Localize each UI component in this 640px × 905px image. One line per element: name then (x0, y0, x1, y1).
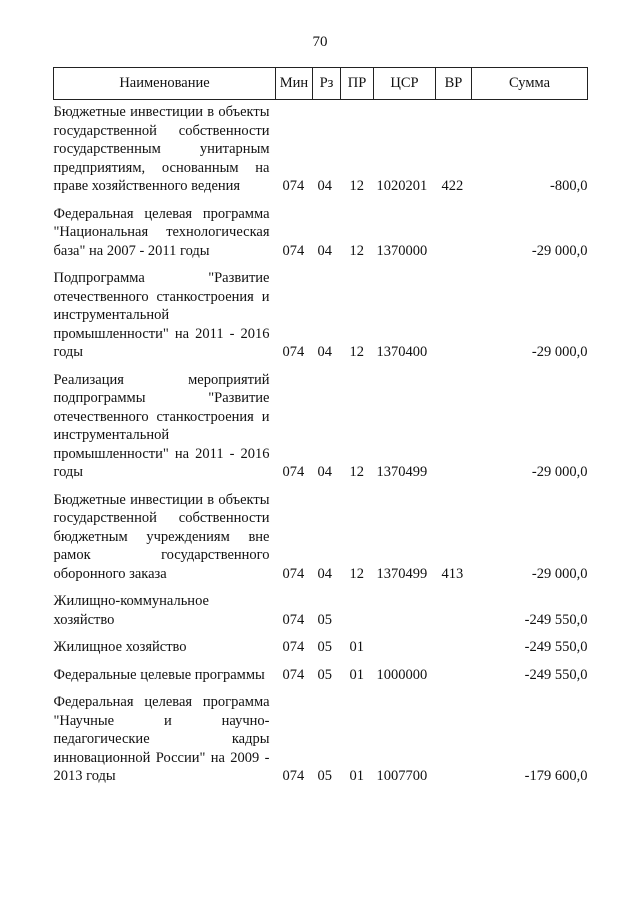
table-row (54, 666, 588, 694)
row-name: Федеральная целевая программа "Национальная технологическая база" на 2007 - 2011 годы (53, 205, 270, 259)
row-sum: -249 550,0 (524, 666, 588, 683)
row-vr: 413 (441, 565, 464, 582)
page-number: 70 (312, 34, 328, 50)
row-rz: 04 (317, 242, 332, 259)
header-sum: Сумма (472, 68, 588, 100)
row-csr: 1000000 (376, 666, 428, 683)
row-rz: 04 (317, 344, 332, 360)
table-row (54, 269, 588, 371)
row-rz: 04 (317, 565, 332, 582)
header-vr: ВР (436, 68, 472, 100)
row-name: Жилищно-коммунальное хозяйство (53, 593, 209, 628)
row-pr (341, 592, 374, 638)
row-pr: 12 (349, 464, 364, 480)
row-csr: 1370000 (376, 242, 428, 259)
row-vr (436, 638, 472, 666)
row-csr: 1370400 (376, 344, 428, 360)
row-rz: 05 (317, 639, 332, 655)
row-vr (436, 371, 472, 491)
header-pr: ПР (341, 68, 374, 100)
row-name: Жилищное хозяйство (53, 639, 187, 655)
row-min: 074 (282, 565, 305, 582)
row-pr: 01 (349, 768, 364, 784)
row-rz: 05 (317, 768, 332, 784)
row-name: Федеральные целевые программы (53, 666, 265, 683)
row-vr (436, 592, 472, 638)
row-pr: 01 (349, 639, 364, 655)
row-pr: 12 (349, 344, 364, 360)
header-rz: Рз (313, 68, 341, 100)
row-min: 074 (282, 464, 305, 480)
table-row (54, 100, 588, 205)
table-row (54, 205, 588, 270)
row-sum: -29 000,0 (531, 464, 588, 480)
row-min: 074 (282, 242, 305, 259)
row-sum: -29 000,0 (531, 344, 588, 360)
table-row (54, 491, 588, 593)
header-name: Наименование (54, 68, 276, 100)
row-rz: 05 (317, 666, 332, 683)
table-row (54, 638, 588, 666)
row-csr (374, 638, 436, 666)
row-csr: 1370499 (376, 464, 428, 480)
row-name: Реализация мероприятий подпрограммы "Развитие отечественного станкостроения и инструментальной промышленности" на 2011 - 2016 годы (53, 371, 270, 480)
row-sum: -800,0 (550, 178, 588, 194)
header-csr: ЦСР (374, 68, 436, 100)
row-vr: 422 (441, 178, 464, 194)
table-row (54, 693, 588, 795)
row-min: 074 (282, 611, 305, 628)
budget-table (53, 67, 588, 795)
row-min: 074 (282, 768, 305, 784)
row-min: 074 (282, 666, 305, 683)
row-rz: 05 (317, 611, 332, 628)
row-vr (436, 269, 472, 371)
header-min: Мин (276, 68, 313, 100)
row-min: 074 (282, 344, 305, 360)
row-sum: -179 600,0 (524, 768, 588, 784)
row-min: 074 (282, 178, 305, 194)
row-pr: 12 (349, 178, 364, 194)
row-vr (436, 693, 472, 795)
row-csr: 1020201 (376, 178, 428, 194)
row-sum: -249 550,0 (524, 639, 588, 655)
table-header-row (54, 68, 588, 100)
row-csr (374, 592, 436, 638)
row-sum: -29 000,0 (531, 565, 588, 582)
row-sum: -249 550,0 (524, 611, 588, 628)
row-name: Бюджетные инвестиции в объекты государственной собственности бюджетным учреждениям вне рамок государственного оборонного заказа (53, 491, 270, 582)
row-csr: 1007700 (376, 768, 428, 784)
row-sum: -29 000,0 (531, 242, 588, 259)
row-pr: 12 (349, 565, 364, 582)
row-name: Бюджетные инвестиции в объекты государственной собственности государственным унитарным предприятиям, основанным на праве хозяйственного ведения (53, 104, 270, 194)
row-name: Федеральная целевая программа "Научные и научно-педагогические кадры инновационной России" на 2009 - 2013 годы (53, 694, 270, 784)
row-min: 074 (282, 639, 305, 655)
row-csr: 1370499 (376, 565, 428, 582)
table-row (54, 592, 588, 638)
row-pr: 01 (349, 666, 364, 683)
row-vr (436, 666, 472, 694)
row-vr (436, 205, 472, 270)
table-row (54, 371, 588, 491)
row-name: Подпрограмма "Развитие отечественного станкостроения и инструментальной промышленности" на 2011 - 2016 годы (53, 270, 270, 360)
row-pr: 12 (349, 242, 364, 259)
row-rz: 04 (317, 464, 332, 480)
row-rz: 04 (317, 178, 332, 194)
